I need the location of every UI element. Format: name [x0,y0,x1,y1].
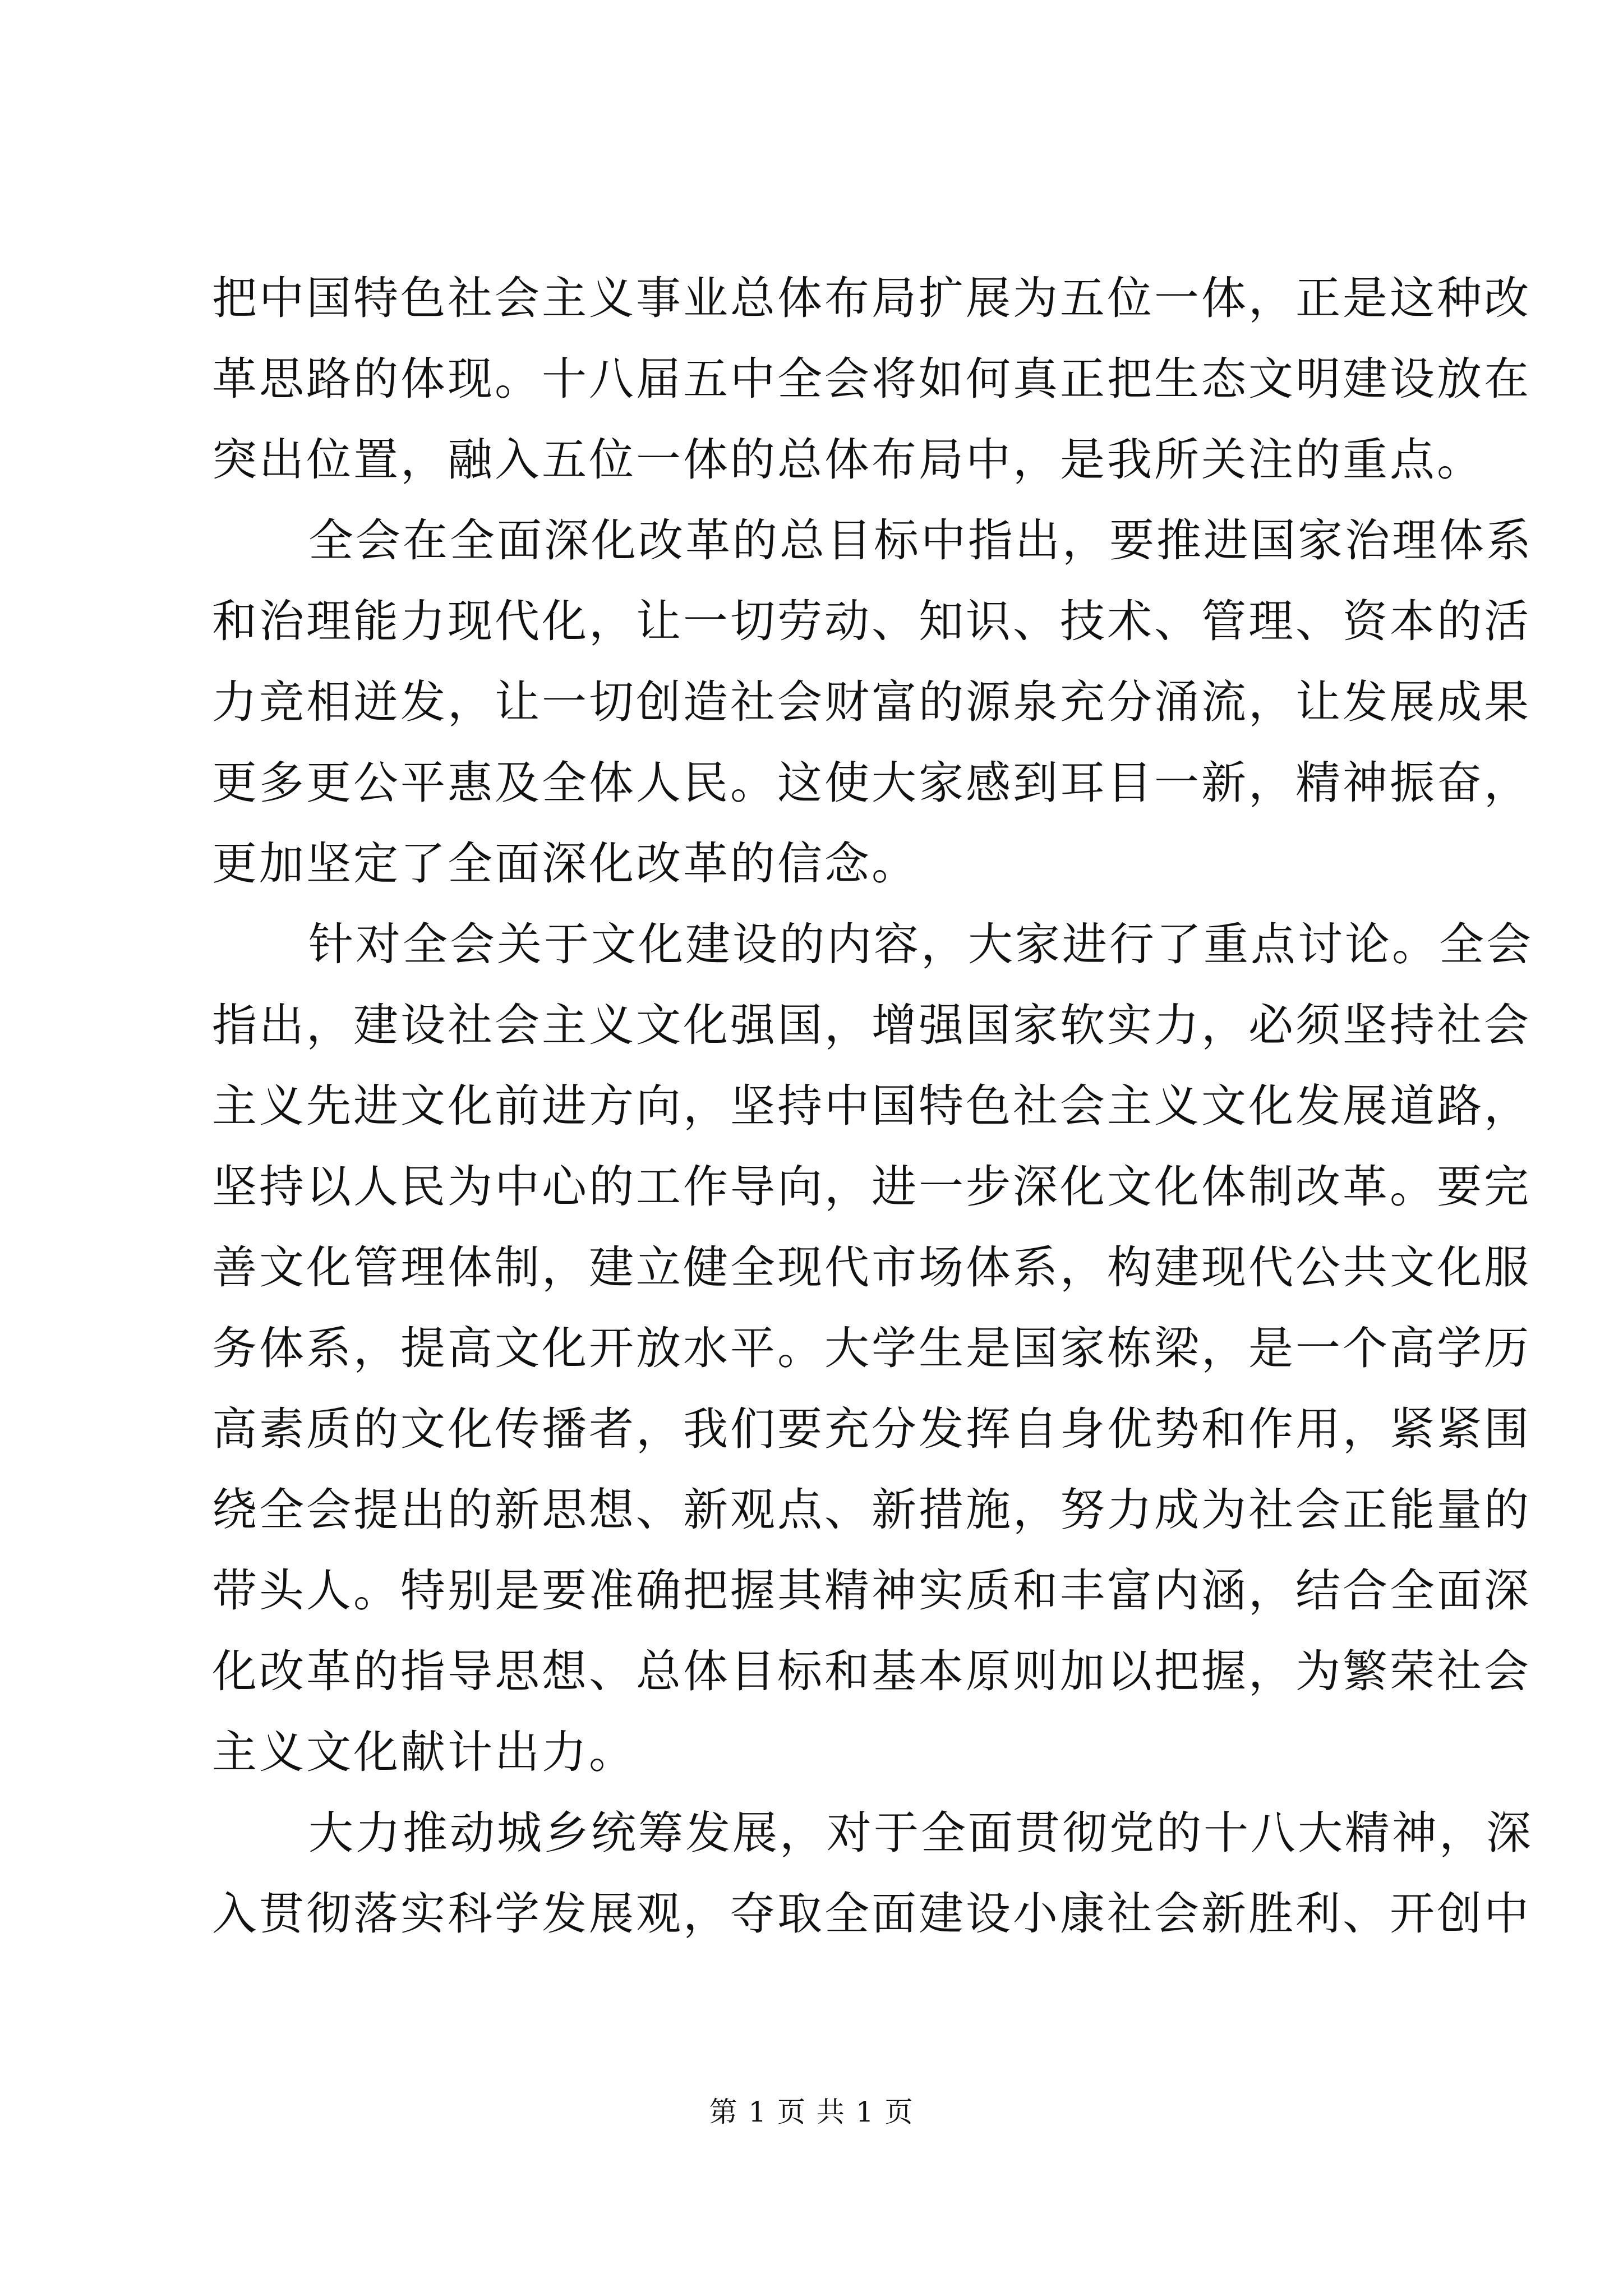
text-line: 入贯彻落实科学发展观，夺取全面建设小康社会新胜利、开创中 [212,1888,1531,1940]
page-footer [0,2092,1623,2132]
text-line: 革思路的体现。十八届五中全会将如何真正把生态文明建设放在 [212,353,1531,405]
body-text [212,258,1533,1954]
paragraph-start-line: 大力推动城乡统筹发展，对于全面贯彻党的十八大精神，深 [308,1807,1533,1859]
paragraph-start-line: 针对全会关于文化建设的内容，大家进行了重点讨论。全会 [308,918,1533,970]
page-number-label: 第 1 页 共 1 页 [709,2096,914,2128]
text-line: 和治理能力现代化，让一切劳动、知识、技术、管理、资本的活 [212,595,1531,647]
text-line: 务体系，提高文化开放水平。大学生是国家栋梁，是一个高学历 [212,1322,1531,1374]
text-line: 化改革的指导思想、总体目标和基本原则加以把握，为繁荣社会 [212,1645,1531,1697]
text-line: 善文化管理体制，建立健全现代市场体系，构建现代公共文化服 [212,1241,1531,1294]
text-line: 力竞相迸发，让一切创造社会财富的源泉充分涌流，让发展成果 [212,676,1531,728]
text-line: 更多更公平惠及全体人民。这使大家感到耳目一新，精神振奋， [212,757,1531,809]
text-line: 主义先进文化前进方向，坚持中国特色社会主义文化发展道路， [212,1080,1531,1132]
text-line: 突出位置，融入五位一体的总体布局中，是我所关注的重点。 [212,434,1484,486]
text-line: 绕全会提出的新思想、新观点、新措施，努力成为社会正能量的 [212,1484,1531,1536]
text-line: 更加坚定了全面深化改革的信念。 [212,838,919,890]
text-line: 带头人。特别是要准确把握其精神实质和丰富内涵，结合全面深 [212,1565,1531,1617]
text-line: 主义文化献计出力。 [212,1726,636,1778]
text-line: 把中国特色社会主义事业总体布局扩展为五位一体，正是这种改 [212,272,1531,324]
text-line: 指出，建设社会主义文化强国，增强国家软实力，必须坚持社会 [212,999,1531,1051]
paragraph-start-line: 全会在全面深化改革的总目标中指出，要推进国家治理体系 [308,514,1533,567]
text-line: 坚持以人民为中心的工作导向，进一步深化文化体制改革。要完 [212,1161,1531,1213]
text-line: 高素质的文化传播者，我们要充分发挥自身优势和作用，紧紧围 [212,1403,1531,1455]
